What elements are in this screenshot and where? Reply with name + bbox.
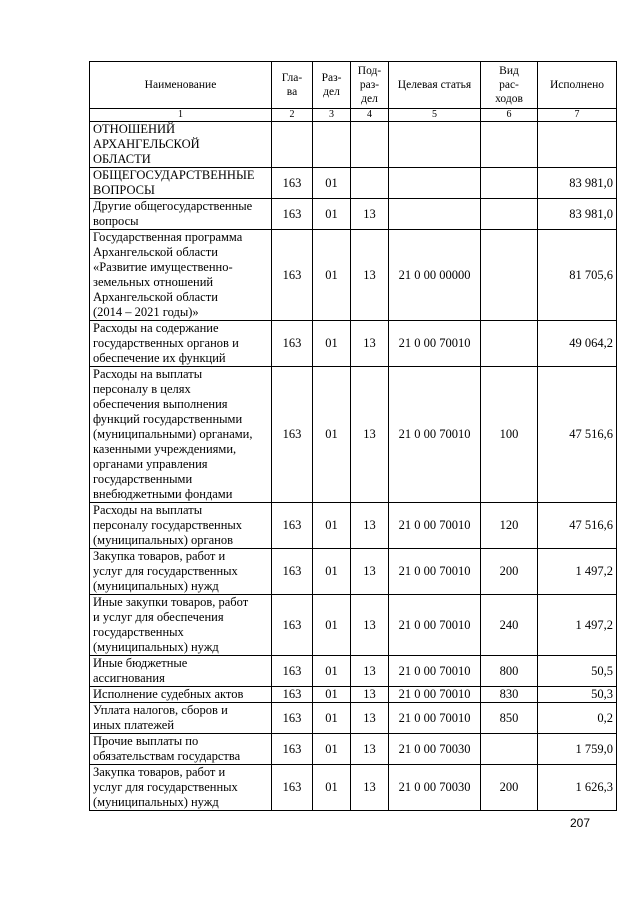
table-row — [90, 321, 617, 367]
row-razdel-cell: 01 — [313, 687, 351, 703]
row-razdel-cell: 01 — [313, 199, 351, 230]
row-glava-cell: 163 — [272, 687, 313, 703]
table-row — [90, 230, 617, 321]
budget-table — [89, 61, 617, 811]
row-vid-cell: 850 — [481, 703, 538, 734]
header-razdel: Раз- дел — [313, 62, 351, 109]
header-target: Целевая статья — [389, 62, 481, 109]
row-glava-cell: 163 — [272, 765, 313, 811]
row-glava-cell: 163 — [272, 595, 313, 656]
row-vid-cell — [481, 168, 538, 199]
row-name-cell: Закупка товаров, работ и услуг для государственных (муниципальных) нужд — [90, 765, 272, 811]
row-razdel-cell: 01 — [313, 734, 351, 765]
row-razdel-cell: 01 — [313, 703, 351, 734]
row-name-cell: ОБЩЕГОСУДАРСТВЕННЫЕ ВОПРОСЫ — [90, 168, 272, 199]
row-name-cell: Закупка товаров, работ и услуг для государственных (муниципальных) нужд — [90, 549, 272, 595]
row-target-cell: 21 0 00 70010 — [389, 321, 481, 367]
column-number: 5 — [389, 109, 481, 122]
row-vid-cell — [481, 230, 538, 321]
row-podrazdel-cell: 13 — [351, 656, 389, 687]
row-value-cell: 83 981,0 — [538, 199, 617, 230]
row-vid-cell — [481, 122, 538, 168]
row-name-cell: Другие общегосударственные вопросы — [90, 199, 272, 230]
row-vid-cell: 800 — [481, 656, 538, 687]
row-razdel-cell: 01 — [313, 168, 351, 199]
row-glava-cell: 163 — [272, 734, 313, 765]
row-value-cell: 81 705,6 — [538, 230, 617, 321]
row-razdel-cell — [313, 122, 351, 168]
row-value-cell: 49 064,2 — [538, 321, 617, 367]
row-target-cell: 21 0 00 70010 — [389, 367, 481, 503]
table-row — [90, 199, 617, 230]
table-row — [90, 765, 617, 811]
row-podrazdel-cell: 13 — [351, 199, 389, 230]
row-target-cell: 21 0 00 70030 — [389, 765, 481, 811]
row-razdel-cell: 01 — [313, 765, 351, 811]
row-target-cell: 21 0 00 70010 — [389, 656, 481, 687]
row-target-cell: 21 0 00 70010 — [389, 687, 481, 703]
table-row — [90, 734, 617, 765]
table-row — [90, 595, 617, 656]
row-podrazdel-cell: 13 — [351, 595, 389, 656]
row-podrazdel-cell: 13 — [351, 765, 389, 811]
row-vid-cell: 240 — [481, 595, 538, 656]
row-podrazdel-cell: 13 — [351, 367, 389, 503]
row-value-cell: 1 626,3 — [538, 765, 617, 811]
header-glava: Гла- ва — [272, 62, 313, 109]
row-podrazdel-cell: 13 — [351, 687, 389, 703]
row-razdel-cell: 01 — [313, 656, 351, 687]
row-vid-cell — [481, 321, 538, 367]
row-target-cell: 21 0 00 70030 — [389, 734, 481, 765]
row-value-cell: 50,3 — [538, 687, 617, 703]
header-row — [90, 62, 617, 109]
row-name-cell: Прочие выплаты по обязательствам государства — [90, 734, 272, 765]
row-value-cell: 1 497,2 — [538, 549, 617, 595]
page-number: 207 — [570, 816, 591, 830]
row-name-cell: Государственная программа Архангельской области «Развитие имущественно- земельных отношений Архангельской области (2014 – 2021 годы)» — [90, 230, 272, 321]
row-name-cell: Расходы на выплаты персоналу государственных (муниципальных) органов — [90, 503, 272, 549]
row-podrazdel-cell: 13 — [351, 734, 389, 765]
row-podrazdel-cell: 13 — [351, 230, 389, 321]
row-glava-cell: 163 — [272, 656, 313, 687]
row-vid-cell: 200 — [481, 765, 538, 811]
row-glava-cell: 163 — [272, 703, 313, 734]
row-vid-cell: 100 — [481, 367, 538, 503]
row-glava-cell: 163 — [272, 230, 313, 321]
row-glava-cell: 163 — [272, 549, 313, 595]
header-value: Исполнено — [538, 62, 617, 109]
row-glava-cell: 163 — [272, 367, 313, 503]
row-podrazdel-cell — [351, 168, 389, 199]
row-glava-cell: 163 — [272, 199, 313, 230]
row-target-cell — [389, 168, 481, 199]
row-podrazdel-cell: 13 — [351, 703, 389, 734]
column-number: 7 — [538, 109, 617, 122]
table-row — [90, 687, 617, 703]
row-name-cell: ОТНОШЕНИЙ АРХАНГЕЛЬСКОЙ ОБЛАСТИ — [90, 122, 272, 168]
row-razdel-cell: 01 — [313, 595, 351, 656]
row-value-cell: 47 516,6 — [538, 367, 617, 503]
row-value-cell: 1 497,2 — [538, 595, 617, 656]
column-number: 6 — [481, 109, 538, 122]
row-glava-cell: 163 — [272, 168, 313, 199]
header-name: Наименование — [90, 62, 272, 109]
row-vid-cell — [481, 734, 538, 765]
column-number: 1 — [90, 109, 272, 122]
row-vid-cell — [481, 199, 538, 230]
table-row — [90, 656, 617, 687]
column-number-row — [90, 109, 617, 122]
row-razdel-cell: 01 — [313, 367, 351, 503]
row-name-cell: Исполнение судебных актов — [90, 687, 272, 703]
table-row — [90, 549, 617, 595]
row-name-cell: Расходы на содержание государственных органов и обеспечение их функций — [90, 321, 272, 367]
row-vid-cell: 120 — [481, 503, 538, 549]
table-row — [90, 703, 617, 734]
table-row — [90, 122, 617, 168]
row-value-cell: 83 981,0 — [538, 168, 617, 199]
row-target-cell: 21 0 00 00000 — [389, 230, 481, 321]
table-row — [90, 168, 617, 199]
row-razdel-cell: 01 — [313, 230, 351, 321]
row-target-cell — [389, 122, 481, 168]
row-target-cell: 21 0 00 70010 — [389, 503, 481, 549]
row-glava-cell: 163 — [272, 321, 313, 367]
row-podrazdel-cell: 13 — [351, 503, 389, 549]
row-razdel-cell: 01 — [313, 503, 351, 549]
row-vid-cell: 830 — [481, 687, 538, 703]
row-name-cell: Иные бюджетные ассигнования — [90, 656, 272, 687]
row-name-cell: Расходы на выплаты персоналу в целях обеспечения выполнения функций государственными (муниципальными) органами, казенными учреждениями, органами управления государственными внебюджетными фондами — [90, 367, 272, 503]
column-number: 2 — [272, 109, 313, 122]
row-name-cell: Уплата налогов, сборов и иных платежей — [90, 703, 272, 734]
row-podrazdel-cell — [351, 122, 389, 168]
row-razdel-cell: 01 — [313, 321, 351, 367]
row-value-cell: 47 516,6 — [538, 503, 617, 549]
header-vid: Вид рас- ходов — [481, 62, 538, 109]
table-body — [90, 122, 617, 811]
table-row — [90, 503, 617, 549]
row-value-cell — [538, 122, 617, 168]
row-target-cell: 21 0 00 70010 — [389, 595, 481, 656]
row-vid-cell: 200 — [481, 549, 538, 595]
column-number: 4 — [351, 109, 389, 122]
row-target-cell: 21 0 00 70010 — [389, 549, 481, 595]
column-number: 3 — [313, 109, 351, 122]
row-value-cell: 0,2 — [538, 703, 617, 734]
row-target-cell — [389, 199, 481, 230]
table-row — [90, 367, 617, 503]
header-podrazdel: Под- раз- дел — [351, 62, 389, 109]
row-value-cell: 50,5 — [538, 656, 617, 687]
row-value-cell: 1 759,0 — [538, 734, 617, 765]
row-razdel-cell: 01 — [313, 549, 351, 595]
row-glava-cell: 163 — [272, 503, 313, 549]
row-podrazdel-cell: 13 — [351, 549, 389, 595]
row-glava-cell — [272, 122, 313, 168]
row-name-cell: Иные закупки товаров, работ и услуг для обеспечения государственных (муниципальных) нужд — [90, 595, 272, 656]
row-target-cell: 21 0 00 70010 — [389, 703, 481, 734]
row-podrazdel-cell: 13 — [351, 321, 389, 367]
